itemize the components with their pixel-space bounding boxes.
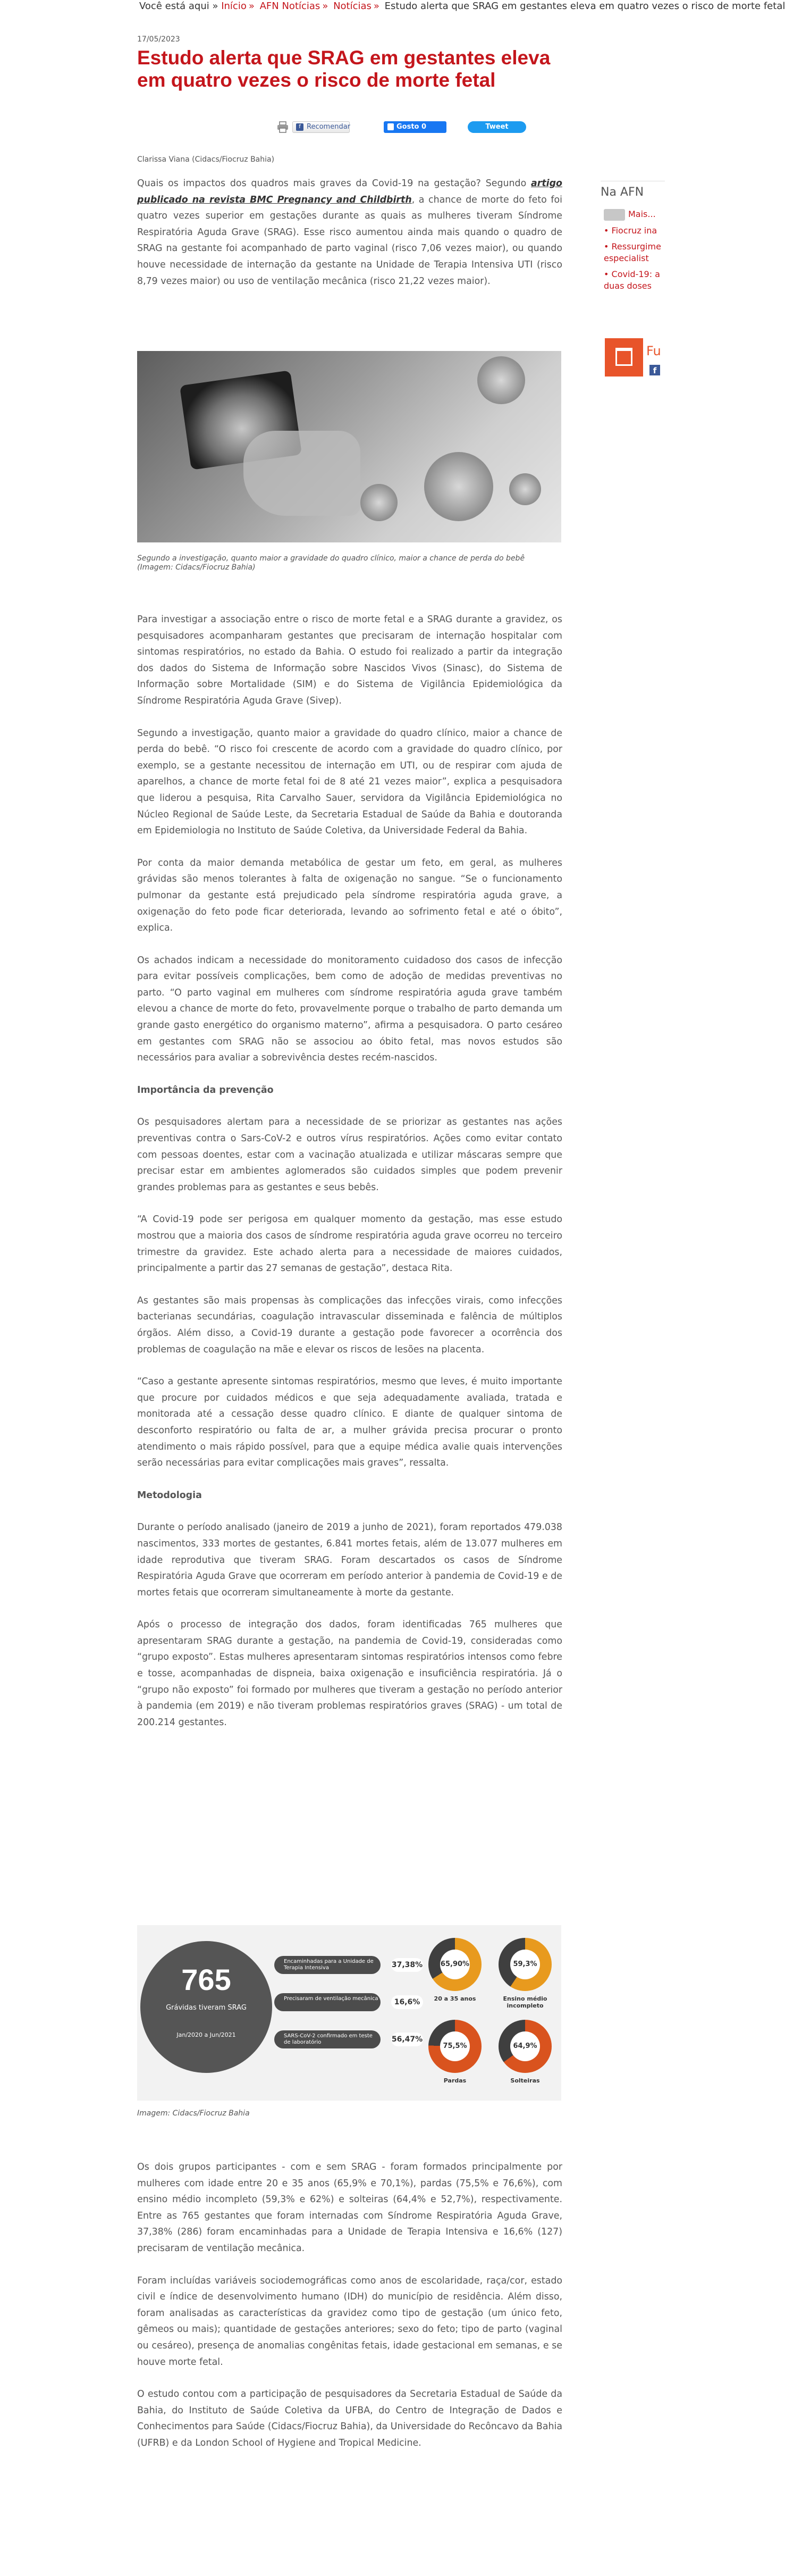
stat-bar-label: Encaminhadas para a Unidade de Terapia Intensiva (274, 1956, 381, 1974)
donut-chart (428, 1938, 482, 1991)
recommend-label: Recomendar (307, 123, 351, 131)
figure2-caption: Imagem: Cidacs/Fiocruz Bahia (137, 2109, 250, 2118)
virus-illustration (509, 473, 541, 505)
body-paragraph: O estudo contou com a participação de pesquisadores da Secretaria Estadual de Saúde da Bahia, do Instituto de Saúde Coletiva da UFBA, do Centro de Integração de Dados e Conhecimentos para Saúde (Cidacs/Fiocruz Bahia), da Universidade do Recôncavo da Bahia (UFRB) e da London School of Hygiene and Tropical Medicine. (137, 2389, 562, 2448)
social-label: Fu (646, 344, 661, 358)
body-paragraph: As gestantes são mais propensas às complicações das infecções virais, como infecções bacterianas secundárias, coagulação intravascular disseminada e falência de múltiplos órgãos. Além disso, a Covid-19 durante a gestação pode favorecer a ocorrência dos problemas de coagulação na mãe e elevar os riscos de lesões na placenta. (137, 1295, 562, 1355)
sidebar-afn-item-line: especialist (604, 253, 649, 263)
page-gutter (0, 0, 139, 2576)
sidebar-afn-list (604, 225, 661, 296)
print-icon[interactable] (276, 121, 289, 133)
tweet-button[interactable] (468, 121, 526, 133)
body-paragraph: Durante o período analisado (janeiro de 2019 a junho de 2021), foram reportados 479.038 nascimentos, 333 mortes de gestantes, 6.841 mortes fetais, além de 13.077 mulheres em idade reprodutiva que tiveram SRAG. Foram descartados os casos de Síndrome Respiratória Aguda Grave que ocorreram em período anterior à pandemia de Covid-19 e de mortes fetais que ocorreram simultaneamente à morte da gestante. (137, 1522, 562, 1598)
body-paragraph: Os pesquisadores alertam para a necessidade de se priorizar as gestantes nas ações preventivas contra o Sars-CoV-2 e outros vírus respiratórios. Ações como evitar contato com pessoas doentes, estar com a vacinação atualizada e utilizar máscaras sempre que precisar estar em ambientes aglomerados são cuidados simples que podem prevenir grandes problemas para as gestantes e seus bebês. (137, 1117, 562, 1193)
intro-text-before: Quais os impactos dos quadros mais graves da Covid-19 na gestação? Segundo (137, 178, 531, 189)
sidebar-social (601, 338, 665, 386)
like-label: Gosto 0 (396, 123, 427, 131)
stat-bar-value: 37,38% (391, 1958, 423, 1972)
recommend-button[interactable] (292, 121, 350, 133)
virus-illustration (477, 356, 525, 404)
article-header (137, 35, 562, 91)
stat-bar-label: Precisaram de ventilação mecânica (274, 1993, 381, 2011)
share-bar (137, 120, 562, 136)
sidebar-afn-item-line: • Ressurgime (604, 241, 661, 252)
sidebar-afn-news (601, 181, 665, 292)
thumbs-up-icon (387, 123, 394, 130)
tweet-label: Tweet (485, 123, 509, 131)
donut-label: 20 a 35 anos (434, 1995, 476, 2002)
breadcrumb-prefix: Você está aqui » (139, 1, 218, 12)
donut-value: 75,5% (440, 2031, 470, 2061)
body-paragraph: Segundo a investigação, quanto maior a gravidade do quadro clínico, maior a chance de perda do bebê. “O risco foi crescente de acordo com a gravidade do quadro clínico, por exemplo, se a gestante necessitou de internação em UTI, ou de respirar com ajuda de aparelhos, a chance de morte fetal foi de 8 até 21 vezes maior”, explica a pesquisadora que liderou a pesquisa, Rita Carvalho Sauer, servidora da Vigilância Epidemiológica no Núcleo Regional de Saúde Leste, da Secretaria Estadual de Saúde da Bahia e doutoranda em Epidemiologia no Instituto de Saúde Coletiva, da Universidade Federal da Bahia. (137, 727, 562, 837)
virus-illustration (360, 484, 398, 521)
donut-label: Solteiras (510, 2077, 540, 2084)
article-body-a (137, 612, 562, 1746)
journal-article-link[interactable]: artigo publicado na revista BMC Pregnancy and Childbirth (137, 178, 562, 205)
total-cases-number: 765 (181, 1963, 231, 1996)
donut-chart (499, 2020, 552, 2073)
sidebar-afn-item[interactable] (604, 241, 661, 264)
breadcrumb-separator: » (373, 1, 379, 12)
body-paragraph: Após o processo de integração dos dados, foram identificadas 765 mulheres que apresentaram SRAG durante a gestação, na pandemia de Covid-19, consideradas como “grupo exposto”. Estas mulheres apresentaram sintomas respiratórios intensos como febre e tosse, acompanhadas de dispneia, baixa oxigenação e insuficiência respiratória. Já o “grupo não exposto” foi formado por mulheres que tiveram a gestação no período anterior à pandemia (em 2019) e não tiveram problemas respiratórios graves (SRAG) - um total de 200.214 gestantes. (137, 1619, 562, 1728)
total-cases-period: Jan/2020 a Jun/2021 (176, 2031, 236, 2038)
stat-bar-value: 16,6% (391, 1995, 423, 2009)
sidebar-afn-more[interactable] (601, 207, 665, 223)
section-heading-methodology: Metodologia (137, 1490, 202, 1501)
breadcrumb-link-afn-noticias[interactable]: AFN Notícias (259, 1, 320, 12)
breadcrumb-current: Estudo alerta que SRAG em gestantes eleva em quatro vezes o risco de morte fetal (384, 1, 785, 12)
stat-bar (274, 1956, 423, 1974)
sidebar-afn-item-line: duas doses (604, 281, 652, 291)
hand-image (243, 431, 360, 516)
breadcrumb (139, 0, 785, 13)
sidebar-afn-item[interactable]: • Fiocruz ina (604, 225, 657, 236)
facebook-icon[interactable]: f (649, 365, 660, 375)
donut-label: Pardas (443, 2077, 467, 2084)
sidebar-afn-more-link[interactable]: Mais... (628, 209, 656, 219)
section-heading-prevention: Importância da prevenção (137, 1084, 274, 1095)
article-intro (137, 175, 562, 305)
body-paragraph: Os achados indicam a necessidade do monitoramento cuidadoso dos casos de infecção para evitar possíveis complicações, bem como de adoção de medidas preventivas no parto. “O parto vaginal em mulheres com síndrome respiratória aguda grave também elevou a chance de morte do feto, provavelmente porque o trabalho de parto demanda um grande gasto energético do organismo materno”, afirma a pesquisadora. O parto cesáreo em gestantes com SRAG não se associou ao óbito fetal, mas novos estudos são necessários para avaliar a sobrevivência destes recém-nascidos. (137, 955, 562, 1064)
body-paragraph: Por conta da maior demanda metabólica de gestar um feto, em geral, as mulheres grávidas são menos tolerantes à falta de oxigenação no sangue. “Se o funcionamento pulmonar da gestante está prejudicado pela síndrome respiratória aguda grave, a oxigenação do feto pode ficar deteriorada, levando ao sofrimento fetal e até o óbito”, explica. (137, 857, 562, 934)
article-title: Estudo alerta que SRAG em gestantes eleva em quatro vezes o risco de morte fetal (137, 47, 551, 91)
donut-value: 59,3% (510, 1950, 540, 1979)
body-paragraph: Os dois grupos participantes - com e sem SRAG - foram formados principalmente por mulheres com idade entre 20 e 35 anos (65,9% e 70,1%), pardas (75,5% e 76,6%), com ensino médio incompleto (59,3% e 62%) e solteiras (64,4% e 52,7%), respectivamente. Entre as 765 gestantes que foram internadas com Síndrome Respiratória Aguda Grave, 37,38% (286) foram encaminhadas para a Unidade de Terapia Intensiva e 16,6% (127) precisaram de ventilação mecânica. (137, 2162, 562, 2254)
stat-bar-value: 56,47% (391, 2033, 423, 2046)
breadcrumb-link-noticias[interactable]: Notícias (333, 1, 372, 12)
body-paragraph: Para investigar a associação entre o risco de morte fetal e a SRAG durante a gravidez, os pesquisadores acompanharam gestantes que precisaram de internação hospitalar com sintomas respiratórios, no estado da Bahia. O estudo foi realizado a partir da integração dos dados do Sistema de Informação sobre Nascidos Vivos (Sinasc), do Sistema de Informação sobre Mortalidade (SIM) e do Sistema de Vigilância Epidemiológica da Síndrome Respiratória Aguda Grave (Sivep). (137, 614, 562, 706)
article-byline: Clarissa Viana (Cidacs/Fiocruz Bahia) (137, 155, 275, 164)
donut-chart (428, 2020, 482, 2073)
article-body-d (137, 2159, 562, 2468)
sidebar-afn-item-line: • Covid-19: a (604, 269, 660, 279)
shopping-bag-icon (615, 348, 632, 366)
figure1-caption: Segundo a investigação, quanto maior a gravidade do quadro clínico, maior a chance de perda do bebê (Imagem: Cidacs/Fiocruz Bahia) (137, 554, 525, 572)
donut-value: 64,9% (510, 2031, 540, 2061)
body-paragraph: Foram incluídas variáveis sociodemográficas como anos de escolaridade, raça/cor, estado civil e índice de desenvolvimento humano (IDH) do município de residência. Além disso, foram analisadas as características da gravidez como tipo de gestação (um único feto, gêmeos ou mais); quantidade de gestações anteriores; sexo do feto; tipo de parto (vaginal ou cesáreo), presença de anomalias congênitas fetais, idade gestacional em semanas, e se houve morte fetal. (137, 2275, 562, 2368)
body-paragraph: “A Covid-19 pode ser perigosa em qualquer momento da gestação, mas esse estudo mostrou que a maioria dos casos de síndrome respiratória aguda grave ocorreu no terceiro trimestre da gravidez. Este achado alerta para a necessidade de maiores cuidados, principalmente a partir das 27 semanas de gestação”, destaca Rita. (137, 1214, 562, 1274)
like-button[interactable] (384, 121, 446, 133)
breadcrumb-separator: » (322, 1, 328, 12)
social-tile[interactable] (605, 338, 643, 377)
total-cases-circle (140, 1941, 272, 2073)
total-cases-label: Grávidas tiveram SRAG (166, 2004, 247, 2012)
facebook-icon: f (296, 123, 303, 131)
ultrasound-photo (137, 351, 561, 542)
breadcrumb-separator: » (248, 1, 255, 12)
stat-bar-label: SARS-CoV-2 confirmado em teste de laboratório (274, 2030, 381, 2048)
virus-illustration (424, 452, 493, 521)
intro-paragraph (137, 175, 562, 289)
body-paragraph: “Caso a gestante apresente sintomas respiratórios, mesmo que leves, é muito importante que procure por cuidados médicos e que seja adequadamente avaliada, tratada e monitorada até a cessação desse quadro clínico. E diante de qualquer sintoma de desconforto respiratório ou falta de ar, a mulher grávida precisa procurar o pronto atendimento o mais rápido possível, para que a equipe médica avalie quais intervenções serão necessárias para evitar complicações mais graves”, ressalta. (137, 1376, 562, 1469)
donut-chart (499, 1938, 552, 1991)
breadcrumb-link-inicio[interactable]: Início (221, 1, 247, 12)
donut-value: 65,90% (440, 1950, 470, 1979)
sidebar-afn-heading: Na AFN (601, 186, 644, 199)
stat-bar (274, 1993, 423, 2011)
intro-text-after: , a chance de morte do feto foi quatro vezes superior em gestações durante as quais as mulheres tiveram Síndrome Respiratória Aguda Grave (SRAG). Esse risco aumentou ainda mais quando o quadro de SRAG na gestante foi acompanhado de parto vaginal (risco 7,06 vezes maior), ou quando houve necessidade de internação da gestante na Unidade de Terapia Intensiva UTI (risco 8,79 vezes maior) ou uso de ventilação mecânica (risco 21,22 vezes maior). (137, 194, 562, 287)
srag-infographic (137, 1925, 561, 2101)
stat-bar (274, 2030, 423, 2048)
news-icon (604, 209, 625, 221)
donut-label: Ensino médio incompleto (503, 1995, 547, 2009)
sidebar-afn-item[interactable] (604, 269, 661, 292)
article-date: 17/05/2023 (137, 35, 180, 44)
